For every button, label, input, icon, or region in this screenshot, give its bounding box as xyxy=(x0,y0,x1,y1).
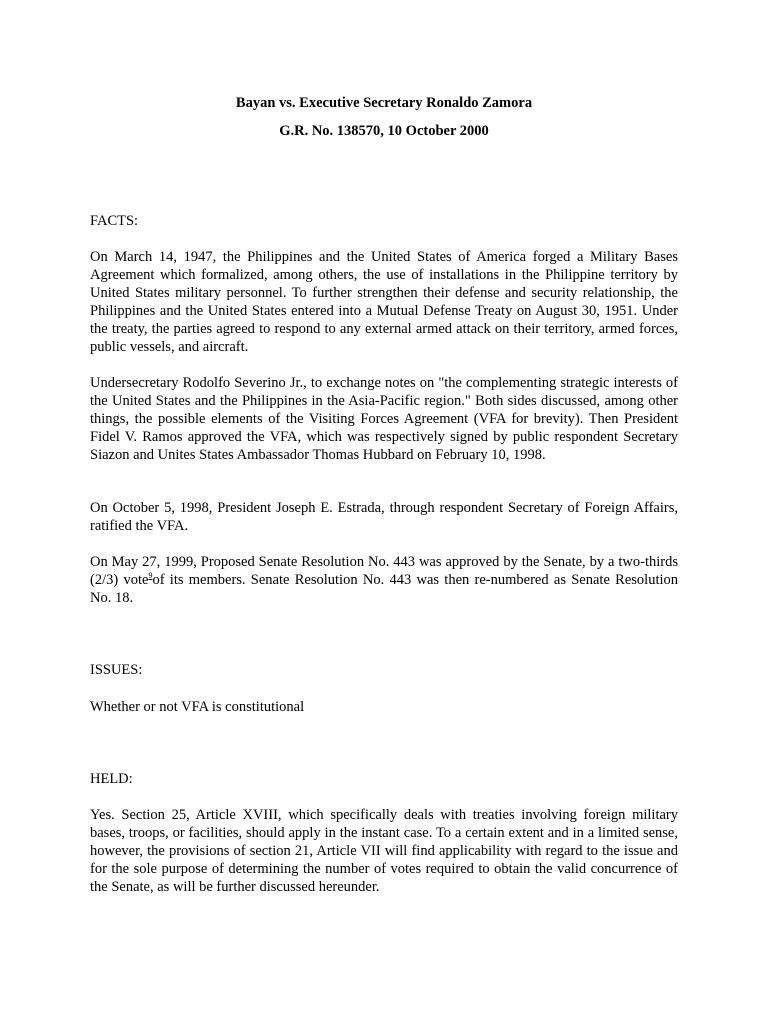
case-title: Bayan vs. Executive Secretary Ronaldo Zamora xyxy=(235,95,533,111)
issues-paragraph-1: Whether or not VFA is constitutional xyxy=(90,699,305,715)
facts-paragraph-3: On October 5, 1998, President Joseph E. Estrada, through respondent Secretary of Foreign Affairs, ratified the VFA. xyxy=(90,500,678,534)
footnote-ref[interactable]: 9 xyxy=(148,571,153,581)
facts-paragraph-4 xyxy=(90,553,678,607)
facts-paragraph-2: Undersecretary Rodolfo Severino Jr., to exchange notes on "the complementing strategic interests of the United States and the Philippines in the Asia-Pacific region." Both sides discussed, among other things, the possible elements of the Visiting Forces Agreement (VFA for brevity). Then President Fidel V. Ramos approved the VFA, which was respectively signed by public respondent Secretary Siazon and Unites States Ambassador Thomas Hubbard on February 10, 1998. xyxy=(90,375,678,463)
facts-paragraph-4-text-b: of its members. Senate Resolution No. 443 was then re-numbered as Senate Resolution No. 18. xyxy=(90,572,678,606)
held-paragraph-1: Yes. Section 25, Article XVIII, which specifically deals with treaties involving foreign military bases, troops, or facilities, should apply in the instant case. To a certain extent and in a limited sense, however, the provisions of section 21, Article VII will find applicability with regard to the issue and for the sole purpose of determining the number of votes required to obtain the valid concurrence of the Senate, as will be further discussed hereunder. xyxy=(90,807,678,895)
held-heading: HELD: xyxy=(90,771,133,787)
facts-paragraph-1: On March 14, 1947, the Philippines and the United States of America forged a Military Bases Agreement which formalized, among others, the use of installations in the Philippine territory by United States military personnel. To further strengthen their defense and security relationship, the Philippines and the United States entered into a Mutual Defense Treaty on August 30, 1951. Under the treaty, the parties agreed to respond to any external armed attack on their territory, armed forces, public vessels, and aircraft. xyxy=(90,249,678,355)
facts-heading: FACTS: xyxy=(90,213,139,229)
case-citation: G.R. No. 138570, 10 October 2000 xyxy=(279,123,489,139)
facts-paragraph-4-text-a: On May 27, 1999, Proposed Senate Resolution No. 443 was approved by the Senate, by a two-thirds (2/3) vote xyxy=(90,554,678,588)
issues-heading: ISSUES: xyxy=(90,662,143,678)
